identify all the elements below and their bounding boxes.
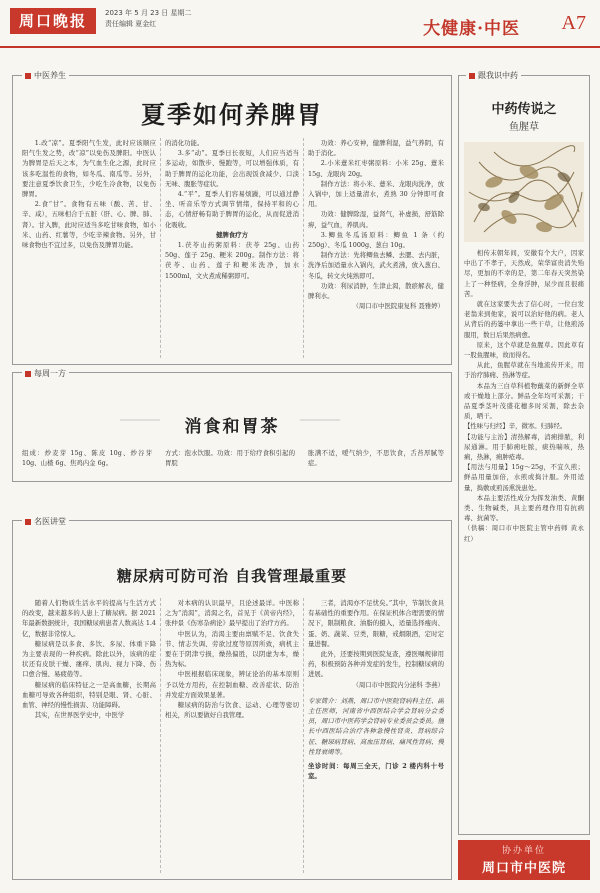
column-title: 大健康·中医 <box>423 19 520 39</box>
issue-meta <box>105 8 192 30</box>
article-spleen-col2: 的消化功能。 3.多“动”。夏季日长夜短，人们应当适当多运动，如散步、慢跑等，可以增强体质，有助于脾胃的运化功能，会出现饭食减少、口淡无味、腹胀等症状。 4.“平”。夏季人们容易烦躁，可以通过静坐、听音乐等方式调节情绪，保持平和的心态，心情舒畅有助于脾胃的运化，从而促进消化吸收。 健脾食疗方 1.茯苓山药粥原料：茯苓 25g、山药 50g、莲子 25g、粳米 200g。制作方法：将茯苓、山药、莲子和粳米洗净，加水 1500ml，文火煮成稀粥即可。 <box>165 139 299 280</box>
masthead <box>0 0 600 48</box>
sponsor-label: 协办单位 <box>501 846 546 856</box>
article-spleen-col3: 功效：养心安神，健脾利湿，益气养阴，有助于消化。 2.小米薏米红枣粥原料：小米 25g、薏米 15g、龙眼肉 20g。 制作方法：将小米、薏米、龙眼肉洗净，放入锅中，加上适量清水，煮熟 30 分钟即可食用。 功效：健脾除湿，益肾气，补虚损，舒筋除痹，益气血，养肌肉。 3.鲫鱼冬瓜汤原料：鲫鱼 1 条（约 250g）、冬瓜 1000g、葱白 10g。 制作方法：先将鲫鱼去鳞、去腮、去内脏，洗净后加适量水入锅内，武火煮沸，放入葱白、冬瓜，转文火炖熟即可。 功效：利尿消肿，生津止渴，散瘀解表，健脾利水。 （周口市中医院康复科 聂雅婷） <box>308 139 444 311</box>
doctor-bio: 专家简介：刘燕，周口市中医院肾病科主任、副主任医师，河南省中西医结合学会肾病分会委员，周口市中医药学会肾病专业委员会委员。擅长中西医结合治疗各种急慢性肾炎、肾病综合征、糖尿病肾病、高血压肾病、痛风性肾病、慢性肾衰竭等。 <box>308 696 444 756</box>
tea-indication: 胀满不适，嗳气纳少，不思饮食，舌苔厚腻等症。 <box>308 449 444 468</box>
headline-spleen: 夏季如何养脾胃 <box>141 100 323 129</box>
sidebar-subtitle: 鱼腥草 <box>509 122 539 133</box>
sidebar-title: 中药传说之 <box>491 102 557 117</box>
ornament-lines <box>120 402 340 442</box>
section-tag-lecture: 名医讲堂 <box>22 516 69 527</box>
column-rule <box>303 598 304 873</box>
sidebar-text: 相传末朝年间，安徽有个大户，因家中出了不孝子，天然成，荣华富贵消失殆尽，更加的不幸的是，第二年春天突然染上了一种怪病，全身浮肿，尿少而且很痛苦。 就在这家要失去了信心时，一位白发老翁来到他家，说可以治好他的病。老人从背后的药篓中拿出一些干草，让他煎汤服用，数日后果然病愈。 原来，这个草就是鱼腥草。因此草有一股鱼腥味，故而得名。 从此，鱼腥草就在当地流传开来，用于治疗肺痈、热淋等症。 本品为三白草科植物蕺菜的新鲜全草或干燥地上部分。鲜品全年均可采割；干品夏季茎叶茂盛花穗多时采割，除去杂质，晒干。 【性味与归经】辛，微寒。归肺经。 【功能与主治】清热解毒，消痈排脓，利尿通淋。用于肺痈吐脓，痰热喘咳，热痢，热淋，痈肿疮毒。 【用法与用量】15g～25g，不宜久煎；鲜品用量加倍，水煎或捣汁服。外用适量，捣敷或煎汤熏洗患处。 本品主要活性成分为挥发油类、黄酮类、生物碱类，具主要药理作用有抗病毒、抗菌等。 （供稿：周口市中医院主管中药师 黄永红） <box>464 249 584 543</box>
herb-photo <box>464 142 584 242</box>
page-number: A7 <box>561 12 586 34</box>
square-icon <box>25 73 31 79</box>
issue-editor: 责任编辑 夏金红 <box>105 20 157 28</box>
issue-date: 2023 年 5 月 23 日 星期二 <box>105 9 192 17</box>
square-icon <box>25 519 31 525</box>
section-tag-health: 中医养生 <box>22 70 69 81</box>
headline-tea: 消食和胃茶 <box>184 417 280 437</box>
tea-composition: 组成：炒麦芽 15g、陈皮 10g、炒谷芽 10g、山楂 6g、焦鸡内金 6g。 <box>22 449 152 468</box>
column-rule <box>303 138 304 358</box>
article-spleen-col1: 1.改“凉”。夏季阳气生发，此时应该顺应阳气生发之势，改“凉”以免伤及脾阳。中医认为脾胃是后天之本，为气血生化之源，此时应该多吃温性的食物，如冬瓜、南瓜等。另外，要注意夏季饮食卫生，少吃生冷食物，以免伤脾胃。 2.食“甘”。食物有五味（酸、苦、甘、辛、咸），五味相合于五脏（肝、心、脾、肺、肾）。甘入脾，此时应适当多吃甘味食物，如小米、山药、红薯等，少吃辛辣食物。另外，甘味食物也不宜过多，以免伤及脾胃功能。 <box>22 139 156 250</box>
tea-usage: 方式：泡水饮服。功效：用于给疗食积引起的胃脘 <box>165 449 295 468</box>
column-rule <box>160 598 161 873</box>
sponsor-banner <box>458 840 590 880</box>
article-diabetes-col3: 三者，消渴亦不足忧矣。”其中，节制饮食具有基础性的重要作用。在保证机体合理需要的情况下，限制粮食、油脂的摄入，适量选择瘦肉、蛋、奶、蔬菜、豆类，限糖，戒烟限酒，定时定量进餐。 此外，还要按期到医院复查，遵医嘱规律用药，积极预防各种并发症的发生，控制糖尿病的进展。 （周口市中医院内分泌科 李燕） 专家简介：刘燕，周口市中医院肾病科主任、副主任医师，河南省中西医结合学会肾病分会委员，周口市中医药学会肾病专业委员会委员。擅长中西医结合治疗各种急慢性肾炎、肾病综合征、糖尿病肾病、高血压肾病、痛风性肾病、慢性肾衰竭等。 坐诊时间：每周三全天，门诊 2 楼内科十号室。 <box>308 599 444 781</box>
article-diabetes-col2: 对本病的认识最早，且论述最详。中医称之为“消渴”，消渴之名，首见于《黄帝内经》，张仲景《伤寒杂病论》最早提出了治疗方药。 中医认为，消渴主要由禀赋不足、饮食失节、情志失调、劳欲过度等原因所致，病机主要在于阴津亏损，燥热偏胜，以阴虚为本，燥热为标。 中医根据临床现象，辨证论治的基本原则予以处方用药，在控制血糖、改善症状、防治并发症方面效果显著。 糖尿病的防治与饮食、运动、心理等密切相关，所以要做好自我管理。 <box>165 599 299 720</box>
clinic-hours: 坐诊时间：每周三全天，门诊 2 楼内科十号室。 <box>308 762 444 781</box>
section-tag-herb: 跟我识中药 <box>466 70 521 81</box>
headline-diabetes: 糖尿病可防可治 自我管理最重要 <box>116 567 348 585</box>
sponsor-name: 周口市中医院 <box>481 861 566 876</box>
square-icon <box>469 73 475 79</box>
section-tag-prescription: 每周一方 <box>22 368 69 379</box>
column-rule <box>160 138 161 358</box>
square-icon <box>25 371 31 377</box>
article-diabetes-col1: 随着人们物质生活水平的提高与生活方式的改变，越来越多的人患上了糖尿病。据 2021 年最新数据统计，我国糖尿病患者人数高达 1.4 亿，数据非常惊人。 糖尿病是以多食、多饮、多尿、体重下降为主要表现的一种疾病。除此以外，该病的症状还有皮肤干燥、瘙痒、肌肉、视力下降、伤口愈合慢、易疲倦等。 糖尿病的临床特征之一是高血糖，长期高血糖可导致各种组织，特别是眼、肾、心脏、血管、神经的慢性损害、功能障碍。 其实，在世界医学史中，中医学 <box>22 599 156 720</box>
newspaper-logo: 周口晚报 <box>10 8 96 34</box>
